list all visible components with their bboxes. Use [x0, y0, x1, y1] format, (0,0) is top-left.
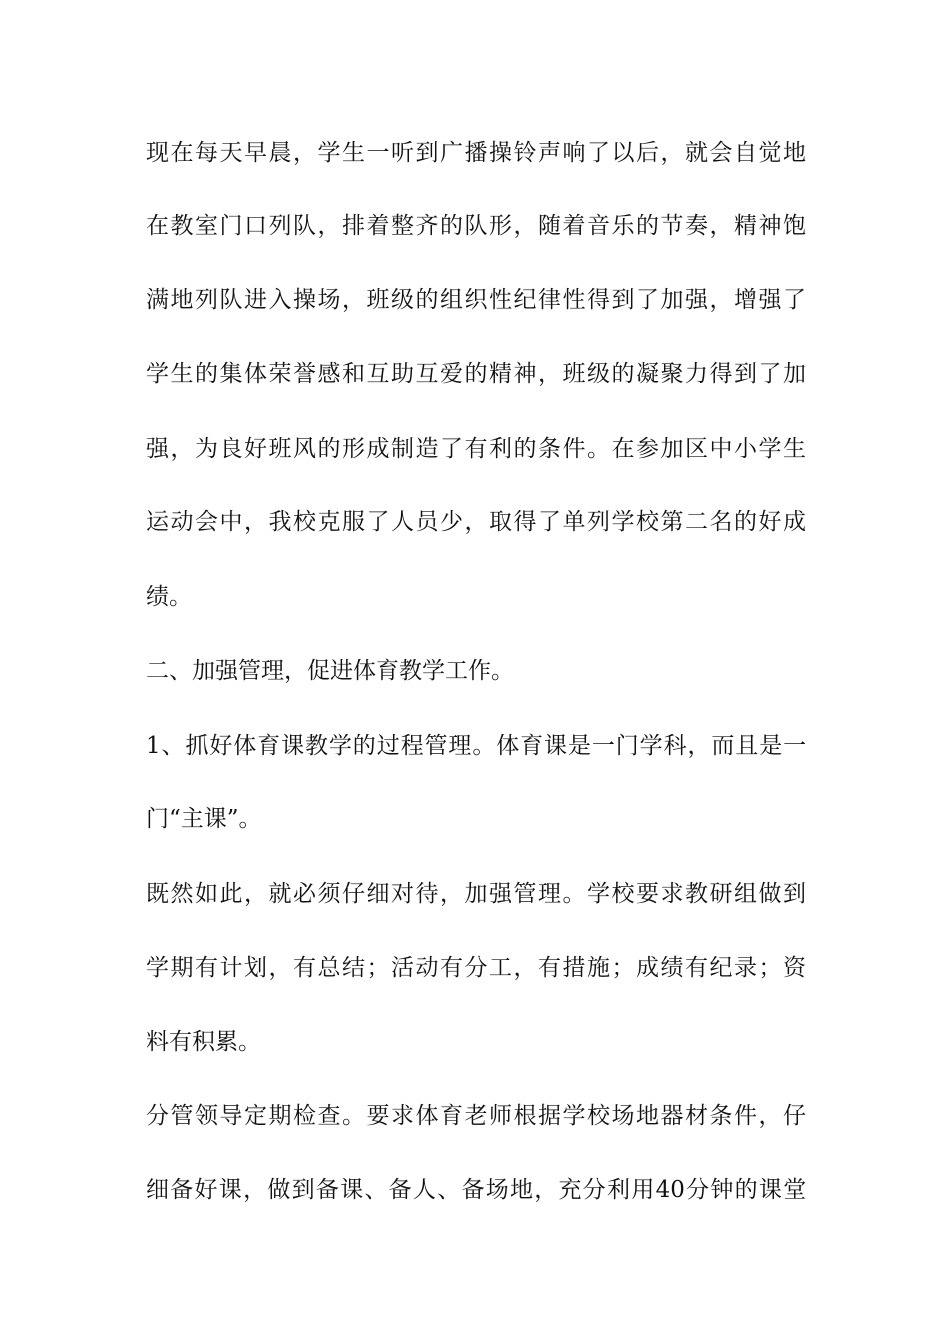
paragraph-line: 分管领导定期检查。要求体育老师根据学校场地器材条件，仔: [146, 1103, 806, 1129]
paragraph-line: 学生的集体荣誉感和互助互爱的精神，班级的凝聚力得到了加: [146, 361, 806, 387]
paragraph-line: 料有积累。: [146, 1029, 261, 1055]
paragraph-line: 强，为良好班风的形成制造了有利的条件。在参加区中小学生: [146, 436, 806, 462]
paragraph-line: 在教室门口列队，排着整齐的队形，随着音乐的节奏，精神饱: [146, 213, 806, 239]
paragraph-line: 满地列队进入操场，班级的组织性纪律性得到了加强，增强了: [146, 287, 806, 313]
paragraph-line: 1、抓好体育课教学的过程管理。体育课是一门学科，而且是一: [146, 733, 806, 759]
paragraph-line: 细备好课，做到备课、备人、备场地，充分利用40分钟的课堂: [146, 1177, 806, 1203]
paragraph-line: 绩。: [146, 584, 192, 610]
paragraph-line: 现在每天早晨，学生一听到广播操铃声响了以后，就会自觉地: [146, 140, 806, 166]
paragraph-line: 门“主课”。: [146, 806, 262, 832]
section-heading: 二、加强管理，促进体育教学工作。: [146, 658, 514, 684]
paragraph-line: 既然如此，就必须仔细对待，加强管理。学校要求教研组做到: [146, 881, 806, 907]
paragraph-line: 学期有计划，有总结；活动有分工，有措施；成绩有纪录；资: [146, 955, 806, 981]
paragraph-line: 运动会中，我校克服了人员少，取得了单列学校第二名的好成: [146, 509, 806, 535]
